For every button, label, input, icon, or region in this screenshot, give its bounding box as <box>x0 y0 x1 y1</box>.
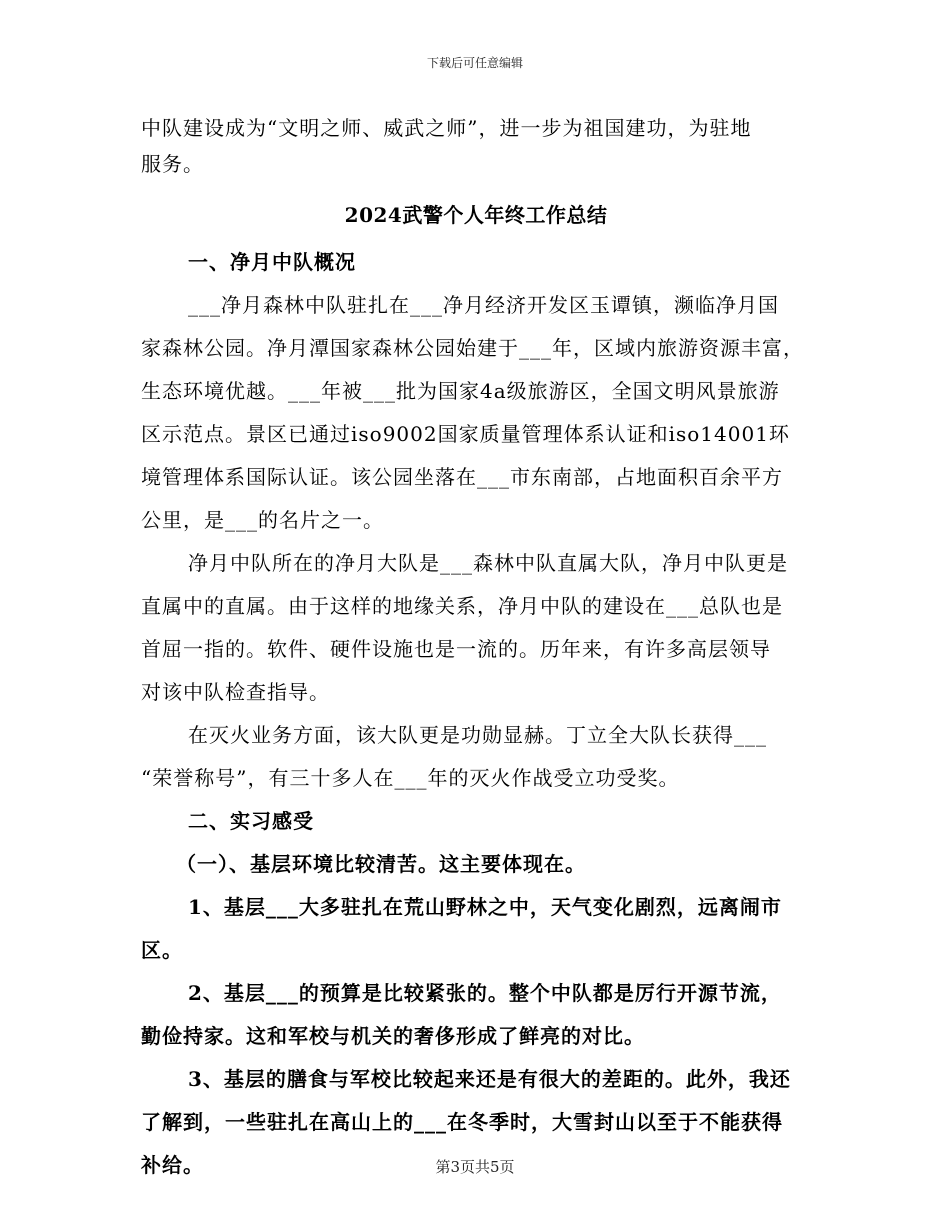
page-footer: 第3页共5页 <box>435 1158 515 1176</box>
paragraph-line: 直属中的直属。由于这样的地缘关系，净月中队的建设在___总队也是 <box>141 594 783 618</box>
paragraph-line: 净月中队所在的净月大队是___森林中队直属大队，净月中队更是 <box>188 551 788 575</box>
section-heading: 一、净月中队概况 <box>188 250 356 274</box>
list-item-line: 区。 <box>141 938 183 962</box>
paragraph-line: 区示范点。景区已通过iso9002国家质量管理体系认证和iso14001环 <box>141 422 790 446</box>
paragraph-line: ___净月森林中队驻扎在___净月经济开发区玉谭镇，濒临净月国 <box>188 293 779 317</box>
paragraph-line: 对该中队检查指导。 <box>141 680 330 704</box>
list-item-line: 1、基层___大多驻扎在荒山野林之中，天气变化剧烈，远离闹市 <box>188 895 782 919</box>
paragraph-line: “荣誉称号”，有三十多人在___年的灭火作战受立功受奖。 <box>141 766 680 790</box>
list-item-line: 2、基层___的预算是比较紧张的。整个中队都是厉行开源节流， <box>188 981 782 1005</box>
subsection-heading: （一）、基层环境比较清苦。这主要体现在。 <box>176 852 586 876</box>
paragraph-line: 公里，是___的名片之一。 <box>141 508 384 532</box>
list-item-line: 勤俭持家。这和军校与机关的奢侈形成了鲜亮的对比。 <box>141 1024 645 1048</box>
page-header: 下载后可任意编辑 <box>426 56 523 70</box>
document-title: 2024武警个人年终工作总结 <box>344 203 608 227</box>
intro-line: 中队建设成为“文明之师、威武之师”，进一步为祖国建功，为驻地 <box>141 116 752 140</box>
list-item-line: 3、基层的膳食与军校比较起来还是有很大的差距的。此外，我还 <box>188 1067 791 1091</box>
list-item-line: 了解到，一些驻扎在高山上的___在冬季时，大雪封山以至于不能获得 <box>141 1110 783 1134</box>
paragraph-line: 生态环境优越。___年被___批为国家4a级旅游区，全国文明风景旅游 <box>141 379 780 403</box>
paragraph-line: 家森林公园。净月潭国家森林公园始建于___年，区域内旅游资源丰富， <box>141 336 804 360</box>
paragraph-line: 首屈一指的。软件、硬件设施也是一流的。历年来，有许多高层领导 <box>141 637 771 661</box>
paragraph-line: 在灭火业务方面，该大队更是功勋显赫。丁立全大队长获得___ <box>188 723 767 747</box>
intro-line: 服务。 <box>141 152 204 176</box>
paragraph-line: 境管理体系国际认证。该公园坐落在___市东南部，占地面积百余平方 <box>141 465 783 489</box>
section-heading: 二、实习感受 <box>188 809 314 833</box>
list-item-line: 补给。 <box>141 1153 204 1177</box>
